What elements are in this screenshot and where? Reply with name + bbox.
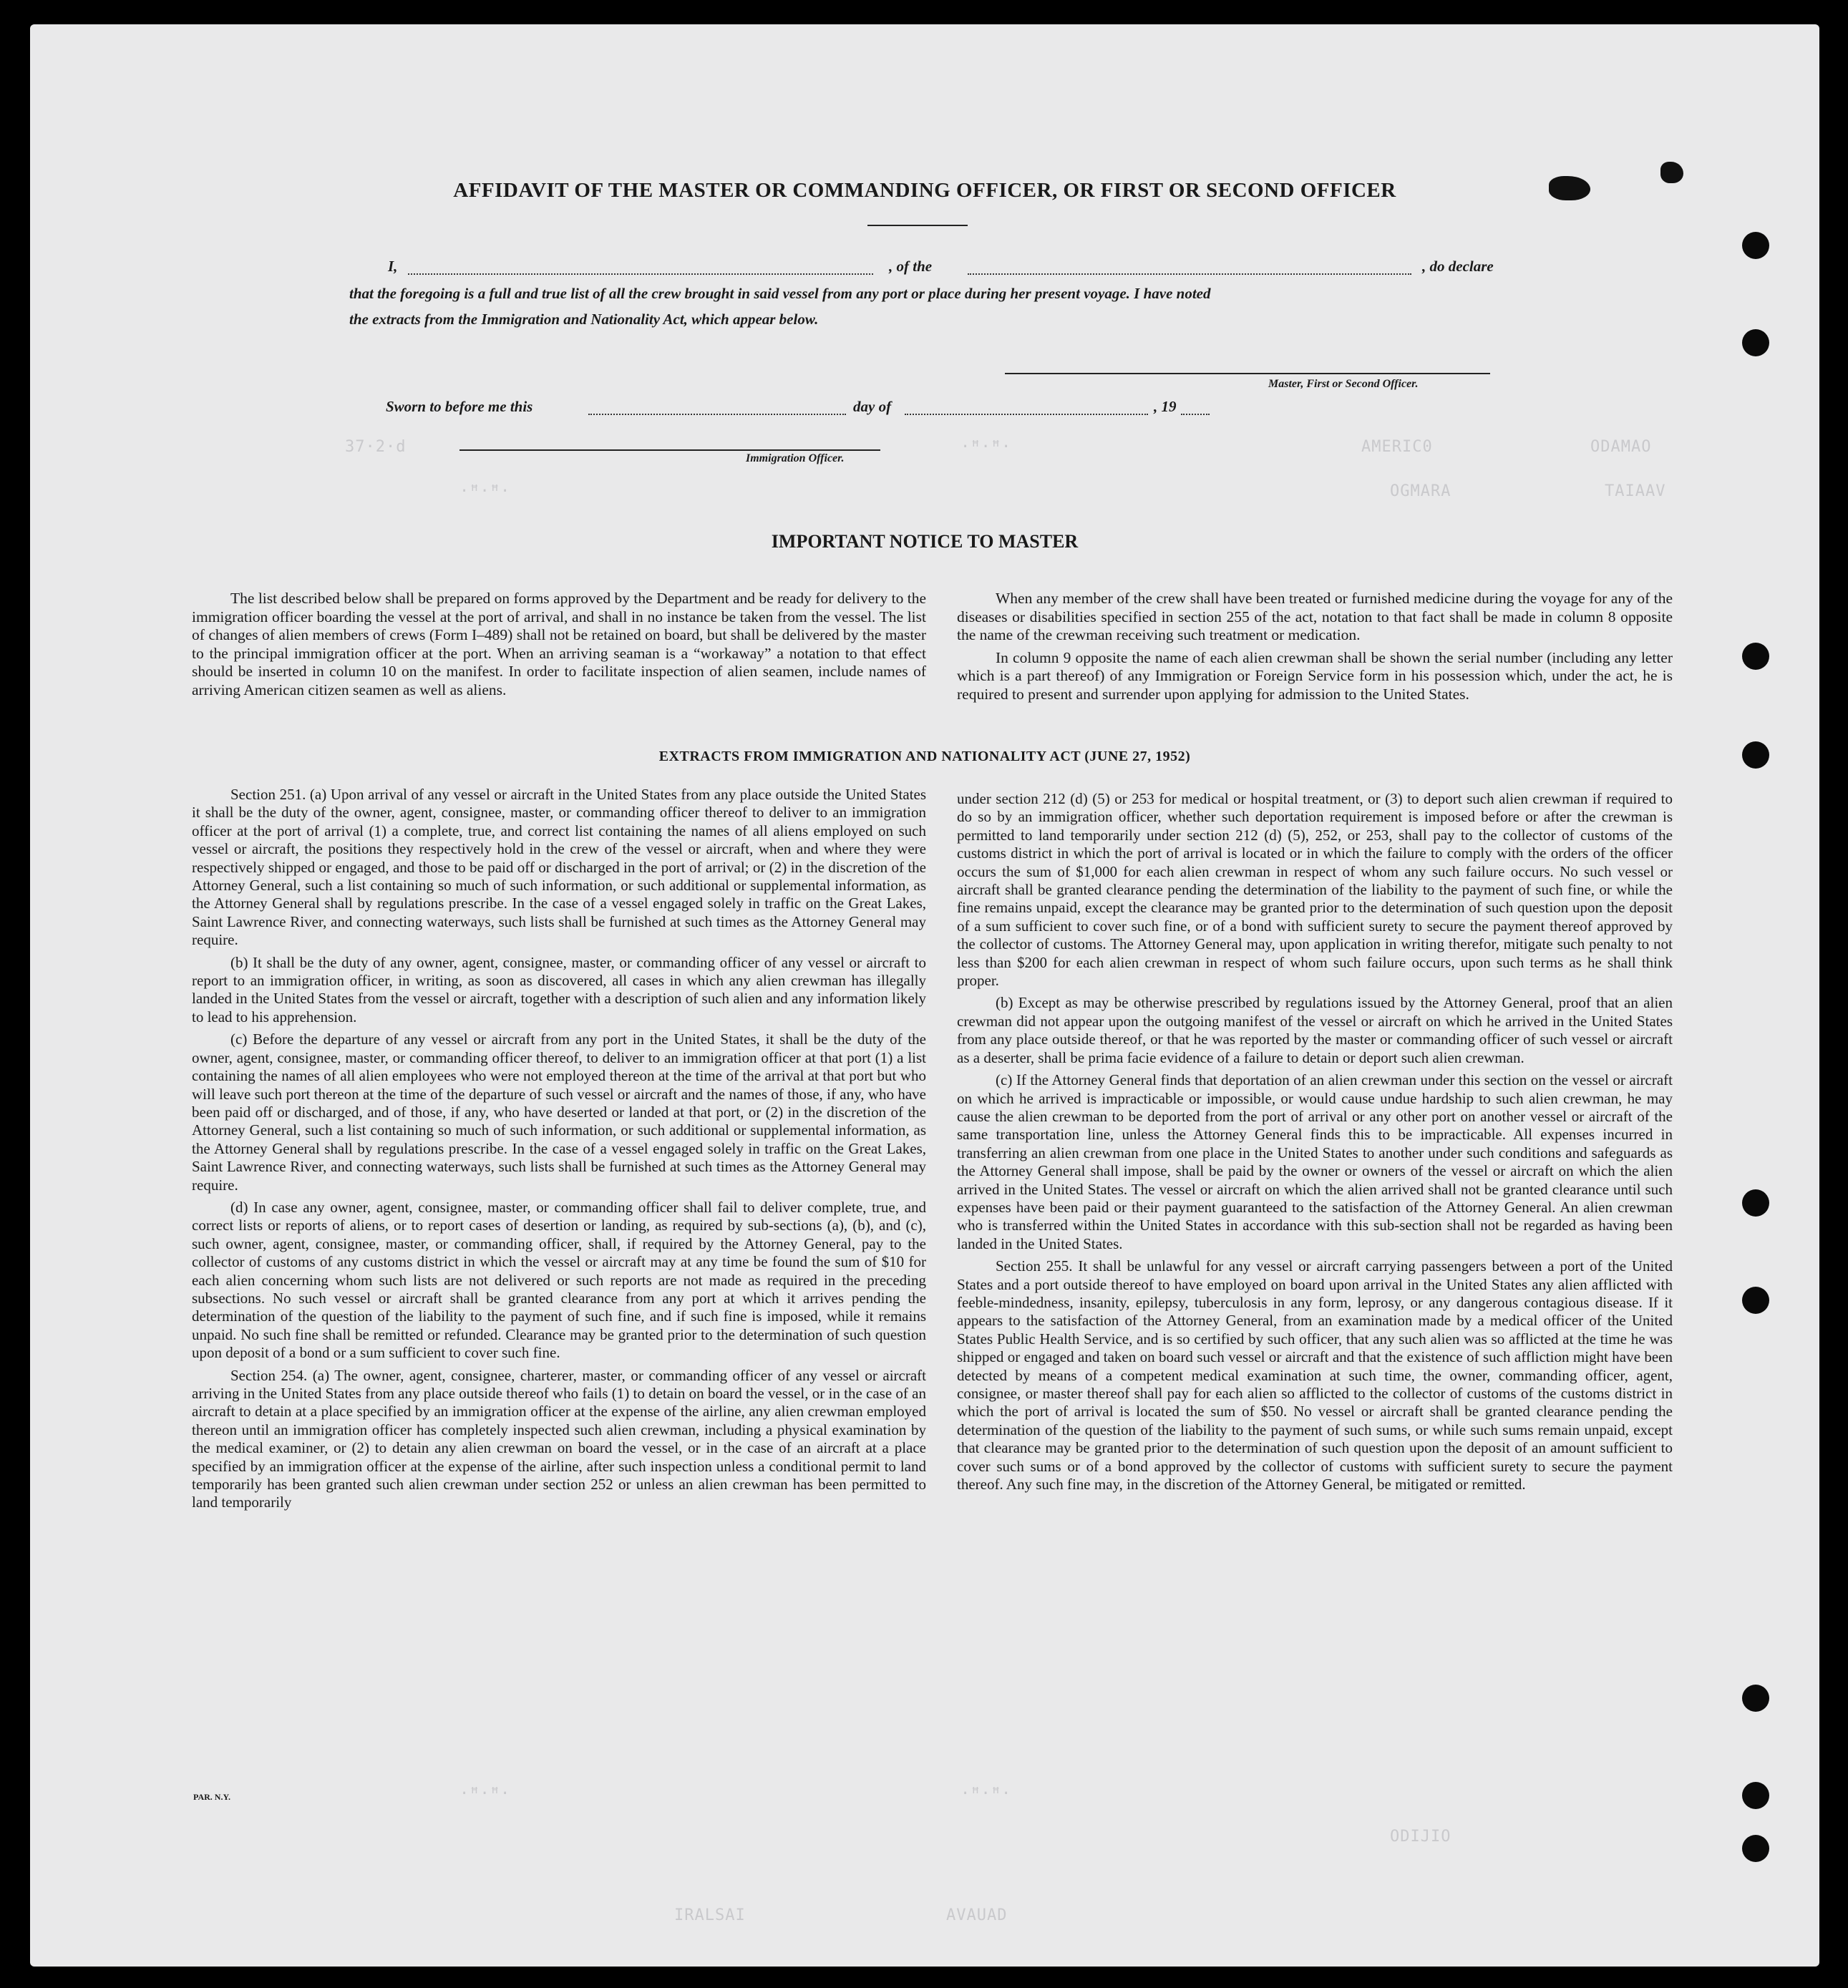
extract-paragraph: (d) In case any owner, agent, consignee, master, or commanding officer shall fail to deliver complete, true, and correct lists or reports of aliens, or to report cases of desertion or landing, as required by sub-sections (a), (b), and (c), such owner, agent, consignee, master, or commanding officer, shall, if required by the Attorney General, pay to the collector of customs of any customs district in which the vessel or aircraft may at any time be found the sum of $10 for each alien concerning whom such lists are not delivered or such reports are not made as required in the preceding subsections. No such vessel or aircraft shall be granted clearance from any port at which it arrives pending the determination of the question of the liability to the payment of such fine, and if such fine is imposed, while it remains unpaid. No such fine shall be remitted or refunded. Clearance may be granted prior to the determination of such question upon deposit of a bond or a sum sufficient to cover such fine. [192, 1198, 926, 1362]
extract-paragraph: Section 254. (a) The owner, agent, consignee, charterer, master, or commanding officer of any vessel or aircraft arriving in the United States from any place outside thereof who fails (1) to detain on board the vessel, or in the case of an aircraft to detain at a place specified by an immigration officer at the expense of the airline, any alien crewman employed thereon until an immigration officer has completely inspected such alien crewman, including a physical examination by the medical examiner, or (2) to detain any alien crewman on board the vessel, or in the case of an aircraft at a place specified by an immigration officer at the expense of the airline, after such inspection unless a conditional permit to land temporarily has been granted such alien crewman under section 252 or unless an alien crewman has been permitted to land temporarily [192, 1366, 926, 1511]
bleed-through-text: ODAMAO [1590, 438, 1652, 456]
name-blank-line [408, 273, 873, 275]
bleed-through-text: ·ꟸ·ꟸ· [459, 1785, 511, 1803]
extracts-left-column [192, 786, 926, 1516]
notice-title: IMPORTANT NOTICE TO MASTER [771, 531, 1079, 552]
extract-paragraph: (b) Except as may be otherwise prescribed by regulations issued by the Attorney General, proof that an alien crewman did not appear upon the outgoing manifest of the vessel or aircraft on which he arrived in the United States from any place outside thereof, or that he was reported by the master or commanding officer of such vessel or aircraft as a deserter, shall be prima facie evidence of a failure to detain or deport such alien crewman. [957, 994, 1673, 1066]
notice-left-column [192, 590, 926, 704]
declaration-of-the: , of the [889, 258, 933, 275]
binder-hole [1742, 643, 1769, 670]
notice-paragraph: In column 9 opposite the name of each alien crewman shall be shown the serial number (including any letter which is a part thereof) of any Immigration or Foreign Service form in his possession which, under the act, he is required to present and surrender upon applying for admission to the United States. [957, 648, 1673, 703]
bleed-through-text: ·ꟸ·ꟸ· [459, 482, 511, 500]
extracts-right-column [957, 790, 1673, 1498]
binder-hole [1742, 1835, 1769, 1862]
master-signature-line [1005, 373, 1490, 374]
declaration-line-2: that the foregoing is a full and true list of all the crew brought in said vessel from any port or place during her present voyage. I have noted [349, 285, 1211, 302]
extract-paragraph: Section 255. It shall be unlawful for any vessel or aircraft carrying passengers between a port of the United States and a port outside thereof to have employed on board upon arrival in the United States any alien afflicted with feeble-mindedness, insanity, epilepsy, tuberculosis in any form, leprosy, or any dangerous contagious disease. If it appears to the satisfaction of the Attorney General, from an examination made by a medical officer of the United States Public Health Service, and is so certified by such officer, that any such alien was so afflicted at the time he was shipped or engaged and taken on board such vessel or aircraft and that the existence of such affliction might have been detected by means of a competent medical examination at such time, the owner, commanding officer, agent, consignee, or master thereof shall pay for each alien so afflicted to the collector of customs of the customs district in which the port of arrival is located the sum of $50. No vessel or aircraft shall be granted clearance pending the determination of the question of the liability to the payment of such sums, or while such sums remain unpaid, except that clearance may be granted prior to the determination of such question upon the deposit of an amount sufficient to cover such sums or of a bond approved by the collector of customs with sufficient surety to secure the payment thereof. Any such fine may, in the discretion of the Attorney General, be mitigated or remitted. [957, 1257, 1673, 1494]
form-footnote: PAR. N.Y. [193, 1792, 231, 1802]
bleed-through-text: ·ꟸ·ꟸ· [961, 438, 1012, 456]
sworn-label: Sworn to before me this [386, 398, 533, 415]
day-of-label: day of [853, 398, 892, 415]
year-blank [1181, 414, 1210, 415]
ink-stain [1549, 176, 1590, 200]
binder-hole [1742, 1287, 1769, 1314]
extracts-title: EXTRACTS FROM IMMIGRATION AND NATIONALITY ACT (JUNE 27, 1952) [658, 749, 1191, 764]
notice-paragraph: The list described below shall be prepared on forms approved by the Department and be ready for delivery to the immigration officer boarding the vessel at the port of arrival, and shall in no instance be taken from the vessel. The list of changes of alien members of crews (Form I–489) shall not be retained on board, but shall be delivered by the master to the principal immigration officer at the port. When an arriving seaman is a “workaway” a notation to that effect should be inserted in column 10 on the manifest. In order to facilitate inspection of alien seamen, include names of arriving American citizen seamen as well as aliens. [192, 590, 926, 698]
sworn-month-blank [905, 414, 1148, 415]
bleed-through-text: AMERIC0 [1361, 438, 1433, 456]
notice-right-column [957, 590, 1673, 708]
title-underline [867, 225, 968, 226]
extract-paragraph: (c) If the Attorney General finds that deportation of an alien crewman under this section on the vessel or aircraft on which he arrived is impracticable or impossible, or would cause undue hardship to such alien crewman, he may cause the alien crewman to be deported from the port of arrival or any other port on another vessel or aircraft of the same transportation line, unless the Attorney General finds this to be impracticable. All expenses incurred in transferring an alien crewman from one place in the United States to another under such conditions and safeguards as the Attorney General shall impose, shall be paid by the owner or owners of the vessel or aircraft on which the alien arrived in the United States. The vessel or aircraft on which the alien arrived shall not be granted clearance until such expenses have been paid or their payment guaranteed to the satisfaction of the Attorney General. An alien crewman who is transferred within the United States in accordance with this sub-section shall not be regarded as having been landed in the United States. [957, 1071, 1673, 1252]
declaration-prefix: I, [388, 258, 398, 275]
binder-hole [1742, 1685, 1769, 1712]
vessel-blank-line [968, 273, 1411, 275]
master-signature-caption: Master, First or Second Officer. [1268, 378, 1419, 390]
extract-paragraph: (b) It shall be the duty of any owner, agent, consignee, master, or commanding officer of any vessel or aircraft to report to an immigration officer, in writing, as soon as discovered, all cases in which any alien crewman has illegally landed in the United States from the vessel or aircraft, together with a description of such alien and any information likely to lead to his apprehension. [192, 953, 926, 1025]
binder-hole [1742, 232, 1769, 259]
extract-paragraph: Section 251. (a) Upon arrival of any vessel or aircraft in the United States from any place outside the United States it shall be the duty of the owner, agent, consignee, master, or commanding officer thereof to deliver to an immigration officer at the port of arrival (1) a complete, true, and correct list containing the names of all aliens employed on such vessel or aircraft, the positions they respectively hold in the crew of the vessel or aircraft, when and where they were respectively shipped or engaged, and those to be paid off or discharged in the port of arrival; or (2) in the discretion of the Attorney General, such a list containing so much of such information, or such additional or supplemental information, as the Attorney General shall by regulations prescribe. In the case of a vessel engaged solely in traffic on the Great Lakes, Saint Lawrence River, and connecting waterways, such lists shall be furnished at such times as the Attorney General may require. [192, 786, 926, 949]
bleed-through-text: OGMARA [1390, 482, 1451, 500]
binder-hole [1742, 1782, 1769, 1809]
binder-hole [1742, 1189, 1769, 1217]
year-prefix: , 19 [1154, 398, 1177, 415]
bleed-through-text: ·ꟸ·ꟸ· [961, 1785, 1012, 1803]
bleed-through-text: ODIJIO [1390, 1828, 1451, 1846]
sworn-day-blank [588, 414, 846, 415]
immigration-officer-caption: Immigration Officer. [746, 452, 845, 464]
extract-paragraph: (c) Before the departure of any vessel or aircraft from any port in the United States, it shall be the duty of the owner, agent, consignee, master, or commanding officer thereof, to deliver to an immigration officer at that port (1) a list containing the names of all alien employees who were not employed thereon at the time of the arrival at that port but who will leave such port thereon at the time of the departure of such vessel or aircraft and the names of those, if any, who have been paid off or discharged, and of those, if any, who have deserted or landed at that port, or (2) in the discretion of the Attorney General, such a list containing so much of such information, or such additional or supplemental information, as the Attorney General shall by regulations prescribe. In the case of a vessel engaged solely in traffic on the Great Lakes, Saint Lawrence River, and connecting waterways, such lists shall be furnished at such times as the Attorney General may require. [192, 1030, 926, 1194]
declaration-line-3: the extracts from the Immigration and Nationality Act, which appear below. [349, 311, 819, 328]
notice-paragraph: When any member of the crew shall have been treated or furnished medicine during the voyage for any of the diseases or disabilities specified in section 255 of the act, notation to that fact shall be made in column 8 opposite the name of the crewman receiving such treatment or medication. [957, 590, 1673, 644]
affidavit-title: AFFIDAVIT OF THE MASTER OR COMMANDING OFFICER, OR FIRST OR SECOND OFFICER [453, 179, 1396, 202]
bleed-through-text: TAIAAV [1605, 482, 1666, 500]
bleed-through-text: AVAUAD [946, 1906, 1008, 1924]
bleed-through-text: IRALSAI [674, 1906, 746, 1924]
ink-stain [1660, 162, 1683, 183]
binder-hole [1742, 329, 1769, 356]
immigration-officer-line [459, 449, 880, 451]
binder-hole [1742, 741, 1769, 769]
declaration-do-declare: , do declare [1422, 258, 1494, 275]
document-page [30, 24, 1819, 1967]
bleed-through-text: 37·2·d [345, 438, 407, 456]
extract-paragraph: under section 212 (d) (5) or 253 for medical or hospital treatment, or (3) to deport such alien crewman if required to do so by an immigration officer, whether such deportation requirement is imposed before or after the crewman is permitted to land temporarily under section 212 (d) (5), 252, or 253, shall pay to the collector of customs of the customs district in which the port of arrival is located or in which the failure to comply with the orders of the officer occurs the sum of $1,000 for each alien crewman in respect of whom any such failure occurs. No such vessel or aircraft shall be granted clearance pending the determination of the liability to the payment of such fine, or while the fine remains unpaid, except the clearance may be granted prior to the determination of such question upon the deposit of a sum sufficient to cover such fine, or of a bond with sufficient surety to secure the payment thereof approved by the collector of customs. The Attorney General may, upon application in writing therefor, mitigate such penalty to not less than $200 for each alien crewman in respect of whom such failure occurs, upon such terms as he shall think proper. [957, 790, 1673, 990]
